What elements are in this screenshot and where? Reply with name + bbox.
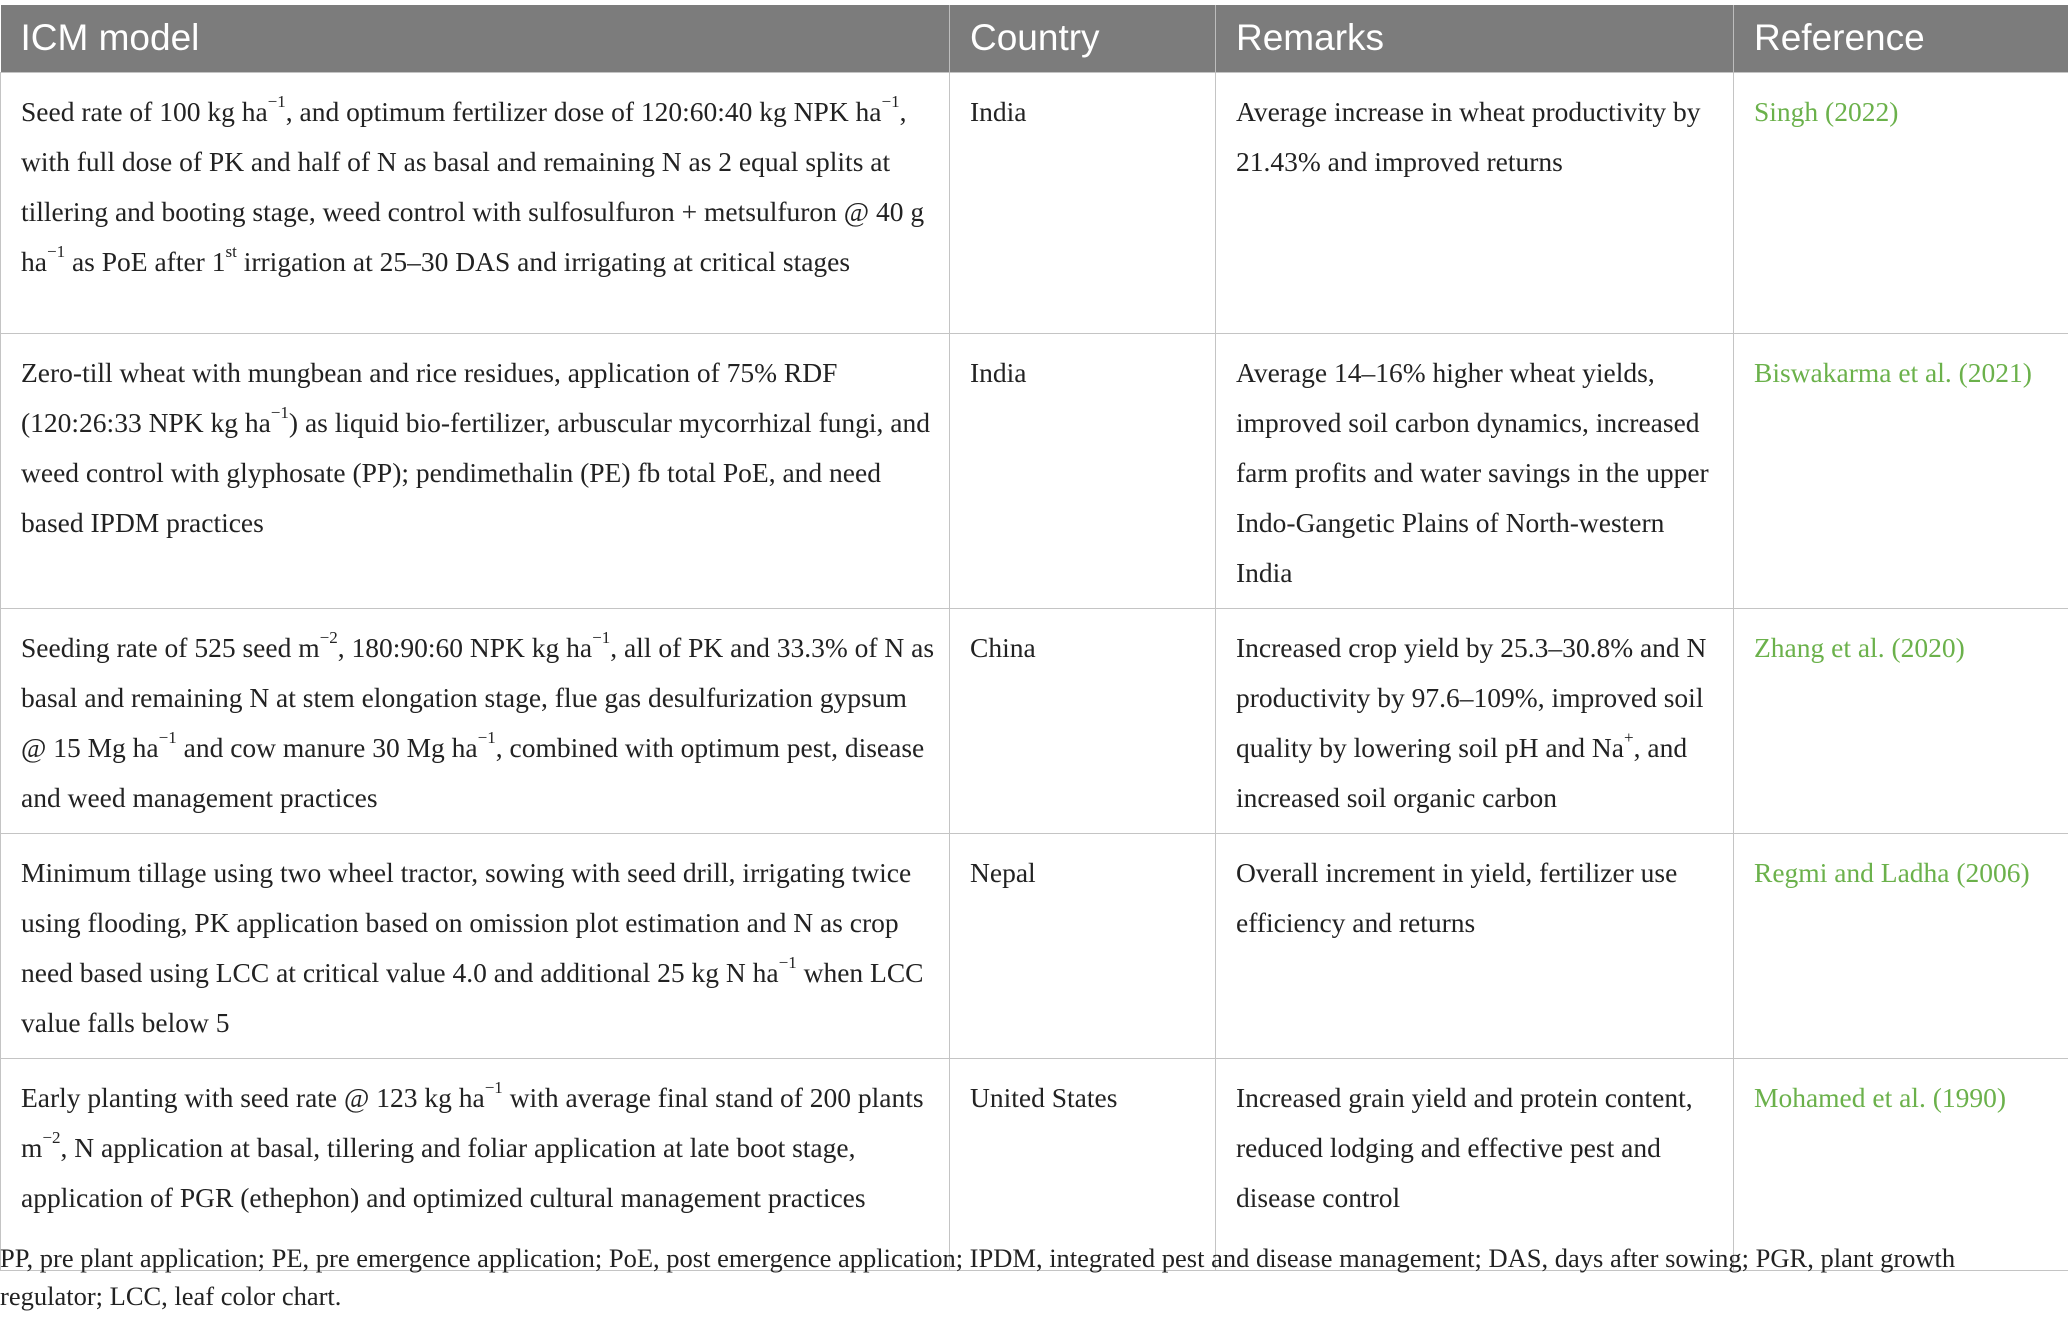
table-header — [1, 5, 2068, 72]
cell-remarks — [1216, 608, 1734, 833]
cell-text: , with full dose of PK and half of N as basal and remaining N as 2 equal splits at tillering and booting stage, weed control with sulfosulfuron + metsulfuron @ 40 g ha — [21, 95, 925, 277]
cell-icm-model — [1, 72, 950, 333]
reference-link[interactable]: Regmi and Ladha (2006) — [1754, 856, 2030, 888]
superscript: −2 — [319, 627, 338, 647]
cell-text: irrigation at 25–30 DAS and irrigating at critical stages — [236, 245, 851, 277]
cell-reference — [1734, 833, 2068, 1058]
header-remarks: Remarks — [1216, 5, 1734, 72]
superscript: + — [1624, 727, 1634, 747]
cell-remarks — [1216, 833, 1734, 1058]
cell-text: as PoE after 1 — [65, 245, 226, 277]
cell-text: Seed rate of 100 kg ha — [21, 95, 268, 127]
cell-text: Increased crop yield by 25.3–30.8% and N productivity by 97.6–109%, improved soil quality by lowering soil pH and Na — [1236, 631, 1707, 763]
cell-country: United States — [950, 1058, 1216, 1270]
cell-icm-model — [1, 833, 950, 1058]
header-icm-model: ICM model — [1, 5, 950, 72]
cell-remarks — [1216, 333, 1734, 608]
table-row — [1, 333, 2068, 608]
cell-text: , 180:90:60 NPK kg ha — [337, 631, 593, 663]
header-reference: Reference — [1734, 5, 2068, 72]
cell-text: , all of PK and 33.3% of N as basal and remaining N at stem elongation stage, flue gas desulfurization gypsum @ 15 Mg ha — [21, 631, 935, 763]
cell-text: and cow manure 30 Mg ha — [176, 731, 478, 763]
table-body — [1, 72, 2068, 1270]
cell-text: Zero-till wheat with mungbean and rice residues, application of 75% RDF (120:26:33 NPK kg ha — [21, 356, 838, 438]
header-row — [1, 5, 2068, 72]
reference-link[interactable]: Singh (2022) — [1754, 95, 1899, 127]
reference-link[interactable]: Zhang et al. (2020) — [1754, 631, 1965, 663]
cell-text: with average final stand of 200 plants m — [21, 1081, 924, 1163]
cell-text: when LCC value falls below 5 — [21, 956, 924, 1038]
cell-reference — [1734, 608, 2068, 833]
cell-text: Increased grain yield and protein content, reduced lodging and effective pest and disease control — [1236, 1081, 1693, 1213]
superscript: −1 — [881, 91, 900, 111]
cell-text: Early planting with seed rate @ 123 kg ha — [21, 1081, 485, 1113]
superscript: −2 — [42, 1127, 61, 1147]
reference-link[interactable]: Biswakarma et al. (2021) — [1754, 356, 2032, 388]
superscript: −1 — [484, 1077, 503, 1097]
superscript: −1 — [592, 627, 611, 647]
cell-icm-model — [1, 608, 950, 833]
cell-text: Average increase in wheat productivity by 21.43% and improved returns — [1236, 95, 1701, 177]
cell-text: , N application at basal, tillering and foliar application at late boot stage, application of PGR (ethephon) and optimized cultural management practices — [21, 1131, 866, 1213]
cell-reference — [1734, 72, 2068, 333]
cell-text: , and increased soil organic carbon — [1236, 731, 1688, 813]
cell-text: Overall increment in yield, fertilizer use efficiency and returns — [1236, 856, 1678, 938]
superscript: −1 — [158, 727, 177, 747]
cell-text: Minimum tillage using two wheel tractor, sowing with seed drill, irrigating twice using flooding, PK application based on omission plot estimation and N as crop need based using LCC at critical value 4.0 and additional 25 kg N ha — [21, 856, 912, 988]
header-country: Country — [950, 5, 1216, 72]
cell-remarks — [1216, 72, 1734, 333]
table-row — [1, 72, 2068, 333]
cell-text: , combined with optimum pest, disease and weed management practices — [21, 731, 925, 813]
cell-reference — [1734, 333, 2068, 608]
cell-country: India — [950, 72, 1216, 333]
cell-text: , and optimum fertilizer dose of 120:60:40 kg NPK ha — [285, 95, 882, 127]
cell-country: Nepal — [950, 833, 1216, 1058]
cell-country: China — [950, 608, 1216, 833]
table-row — [1, 833, 2068, 1058]
icm-table — [0, 5, 2068, 1271]
superscript: −1 — [477, 727, 496, 747]
cell-icm-model — [1, 333, 950, 608]
cell-country: India — [950, 333, 1216, 608]
superscript: −1 — [46, 241, 66, 261]
superscript: st — [225, 241, 237, 261]
table-row — [1, 608, 2068, 833]
cell-text: ) as liquid bio-fertilizer, arbuscular mycorrhizal fungi, and weed control with glyphosate (PP); pendimethalin (PE) fb total PoE, and need based IPDM practices — [21, 406, 931, 538]
superscript: −1 — [270, 402, 289, 422]
table-footnote: PP, pre plant application; PE, pre emergence application; PoE, post emergence application; IPDM, integrated pest and disease management; DAS, days after sowing; PGR, plant growth regulator; LCC, leaf color chart. — [0, 1243, 1956, 1311]
superscript: −1 — [267, 91, 286, 111]
cell-text: Seeding rate of 525 seed m — [21, 631, 320, 663]
cell-text: Average 14–16% higher wheat yields, improved soil carbon dynamics, increased farm profits and water savings in the upper Indo-Gangetic Plains of North-western India — [1236, 356, 1709, 588]
superscript: −1 — [778, 952, 797, 972]
reference-link[interactable]: Mohamed et al. (1990) — [1754, 1081, 2007, 1113]
